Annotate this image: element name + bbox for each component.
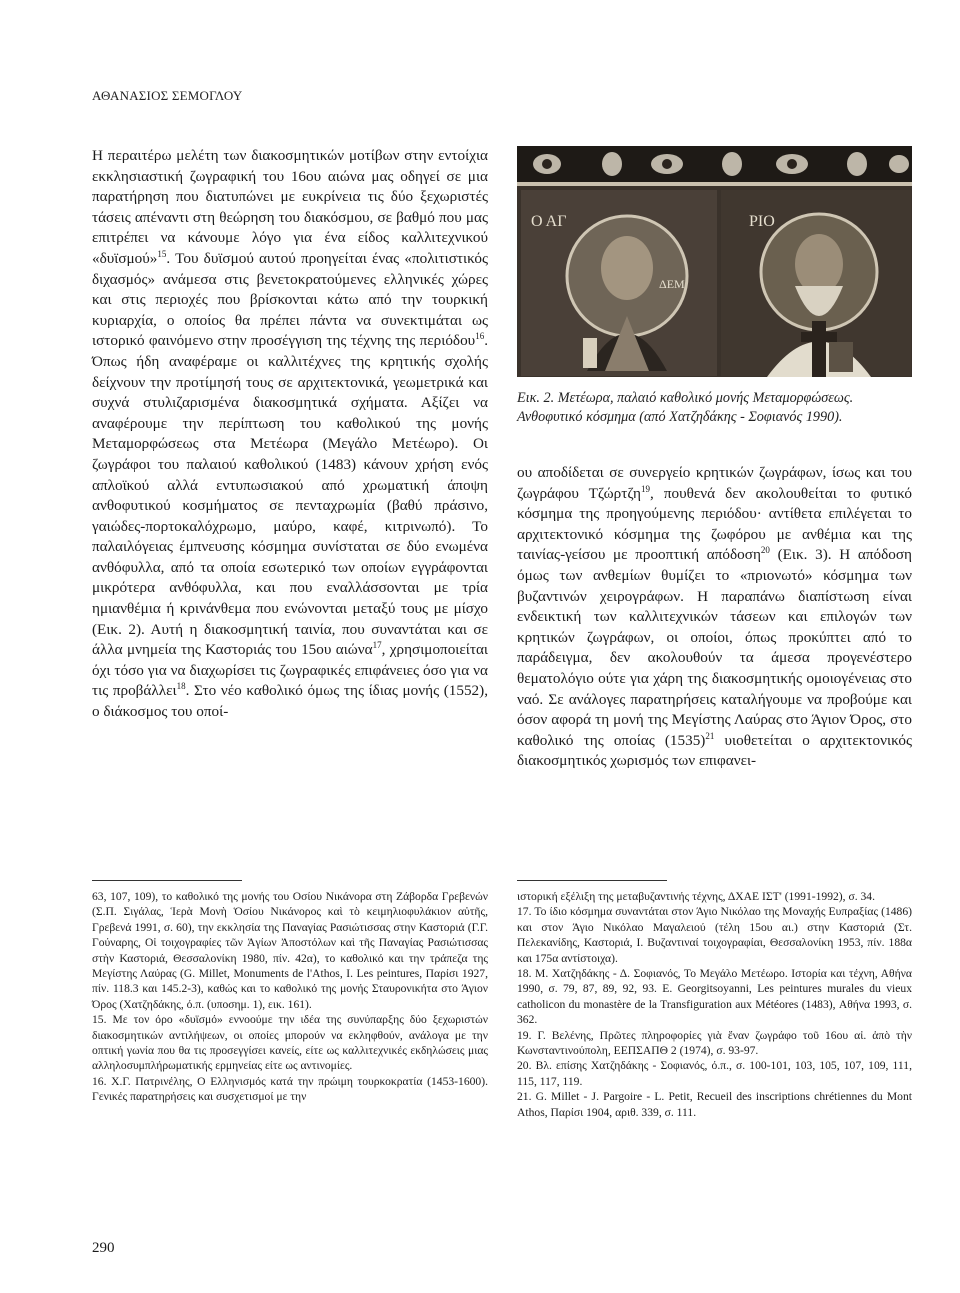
footnote: ιστορική εξέλιξη της μεταβυζαντινής τέχνης, ΔΧΑΕ ΙΣΤ' (1991-1992), σ. 34.: [517, 890, 875, 903]
footnote-ref-21[interactable]: 21: [705, 730, 715, 741]
body-text-segment: . Στο νέο καθολικό όμως της ίδιας μονής (1552), ο διάκοσμος του οποί-: [92, 682, 489, 721]
figure-caption: [517, 389, 917, 427]
body-paragraph: [517, 463, 912, 772]
body-text-segment: (Εικ. 3). Η απόδοση όμως των ανθεμίων θυμίζει το «πριονωτό» κόσμημα των βυζαντινών χειρογράφων. Η παραπάνω διαπίστωση είναι ενδεικτική των καλλιτεχνικών τάσεων και επιλογών των κρητικών ζωγράφων, οι οποίοι, όπως προκύπτει από το παράδειγμα, δεν ακολουθούν τα άμεσα προγενέστερο θεματολόγιο ούτε για χάρη της διακοσμητικής ομοιογένειας στο ναό. Σε ανάλογες παρατηρήσεις καταλήγουμε να προβούμε και όσον αφορά τη μονή της Μεγίστης Λαύρας στο Άγιον Όρος, στο καθολικό της οποίας (1535): [517, 546, 912, 749]
body-text-left-column: [92, 146, 488, 723]
footnote-ref-15[interactable]: 15: [157, 248, 167, 259]
footnote: 20. Βλ. επίσης Χατζηδάκης - Σοφιανός, ό.π., σ. 100-101, 103, 105, 107, 109, 111, 115, 117, 119.: [517, 1059, 912, 1088]
footnotes-left: [92, 889, 488, 1105]
footnote: 19. Γ. Βελένης, Πρῶτες πληροφορίες γιὰ ἕναν ζωγράφο τοῦ 16ου αἰ. ἀπὸ τὴν Κωνσταντινούπολη, ΕΕΠΣΑΠΘ 2 (1974), σ. 93-97.: [517, 1028, 912, 1058]
footnote: 17. Το ίδιο κόσμημα συναντάται στον Άγιο Νικόλαο της Μοναχής Ευπραξίας (1486) και στον Άγιο Νικόλαο Μαγαλειού (τέλη 15ου αι.) στην Καστοριά (Στ. Πελεκανίδης, Καστοριά, Ι. Βυζαντιναί τοιχογραφίαι, Θεσσαλονίκη 1953, πίν. 188α και 175α αντίστοιχα).: [517, 905, 912, 965]
fresco-image: [517, 146, 912, 377]
body-text-segment: Η περαιτέρω μελέτη των διακοσμητικών μοτίβων στην εντοίχια εκκλησιαστική ζωγραφική του 16ου αιώνα μας οδηγεί σε μια παρατήρηση που διατυπώνει με ευκρίνεια τις δύο ξεχωριστές τάσεις απέναντι στη θεώρηση του διακόσμου, σε βαθμό που μας επιτρέπει να κάνουμε λόγο για ένα είδος καλλιτεχνικού «δυϊσμού»: [92, 147, 488, 267]
footnote-ref-17[interactable]: 17: [372, 640, 382, 651]
body-paragraph: [92, 146, 488, 723]
caption-line: Ανθοφυτικό κόσμημα (από Χατζηδάκης - Σοφιανός 1990).: [517, 409, 843, 425]
body-text-segment: . Του δυϊσμού αυτού προηγείται ένας «πολιτιστικός διχασμός» ανάμεσα στις βενετοκρατούμενες ελληνικές χώρες και στις περιοχές που βρίσκονται κάτω από την τουρκική κυριαρχία, ο οποίος θα πρέπει πάντα να συνεκτιμάται ως ιστορικό φαινόμενο στην προσέγγιση της τέχνης της περιόδου: [92, 249, 488, 350]
footnote-ref-19[interactable]: 19: [640, 483, 650, 494]
inscription-mid: ΔΕΜ: [659, 277, 685, 291]
footnote: 16. Χ.Γ. Πατρινέλης, Ο Ελληνισμός κατά την πρώιμη τουρκοκρατία (1453-1600). Γενικές παρατηρήσεις και συσχετισμοί με την: [92, 1074, 488, 1104]
body-text-right-column: [517, 463, 912, 772]
body-text-segment: , χρησιμοποιείται όχι τόσο για να διαχωρίσει τις ζωγραφικές επιφάνειες όσο για να τις προβάλλει: [92, 641, 488, 700]
footnotes-right: [517, 889, 912, 1120]
footnote-divider-left: [92, 880, 242, 881]
running-head: ΑΘΑΝΑΣΙΟΣ ΣΕΜΟΓΛΟΥ: [92, 88, 243, 103]
inscription-right: ΡΙΟ: [749, 213, 775, 230]
body-text-segment: . Όπως ήδη αναφέραμε οι καλλιτέχνες της κρητικής σχολής δείχνουν την προτίμησή τους σε αρχιτεκτονικά, γεωμετρικά και συχνά στυλιζαρισμένα διακοσμητικά σχήματα. Αξίζει να αναφέρουμε την περίπτωση του καθολικού της μονής Μεταμορφώσεως στα Μετέωρα (Μεγάλο Μετέωρο). Οι ζωγράφοι του παλαιού καθολικού (1483) κάνουν χρήση ενός απλοϊκού αλλά εντυπωσιακού από χρωματική άποψη ανθοφυτικού κοσμήματος σε πενταχρωμία (βαθύ πράσινο, γαιώδες-πορτοκαλόχρωμο, μαύρο, καφέ, κιτρινωπό). Το παλαιλόγειας έμπνευσης κόσμημα συνίσταται σε δύο ενωμένα ανθόφυλλα, από τα οποία εσωτερικό των οποίων εγγράφονται μικρότερα ανθόφυλλα, και που εναλλάσσονται με τρία ημιανθέμια ή κρινάνθεμα που ενώνονται μεταξύ τους με μίσχο (Εικ. 2). Αυτή η διακοσμητική ταινία, που συναντάται και σε άλλα μνημεία της Καστοριάς του 15ου αιώνα: [92, 332, 488, 659]
body-text-segment: , πουθενά δεν ακολουθείται το φυτικό κόσμημα της προηγούμενης περιόδου· αντίθετα επιλέγεται το αρχιτεκτονικό κόσμημα της ζωφόρου με ανθέμια και της ταινίας-γείσου με προοπτική απόδοση: [517, 484, 913, 564]
page-number: 290: [92, 1240, 115, 1256]
footnote: 63, 107, 109), το καθολικό της μονής του Οσίου Νικάνορα στη Ζάβορδα Γρεβενών (Σ.Π. Σιγάλας, Ἱερὰ Μονὴ Ὁσίου Νικάνορος καὶ τὸ κειμηλιοφυλάκιον αὐτῆς, Γρεβενά 1991, σ. 60), την εκκλησία της Παναγίας Ρασιώτισσας στην Καστοριά (Γ.Γ. Γούναρης, Οἱ τοιχογραφίες τῶν Ἁγίων Ἀποστόλων καὶ τῆς Παναγίας Ρασιώτισσας στὴν Καστοριά, Θεσσαλονίκη 1980, πίν. 42α), το καθολικό και την τράπεζα της Μεγίστης Λαύρας (G. Millet, Monuments de l'Athos, I. Les peintures, Παρίσι 1927, πίν. 118.3 και 145.2-3), καθώς και το καθολικό της μονής Σταυρονικήτα στο Άγιον Όρος (Χατζηδάκης, ό.π. (υποσημ. 1), εικ. 161).: [92, 890, 488, 1011]
footnote-ref-16[interactable]: 16: [475, 331, 485, 342]
body-text-segment: υιοθετείται ο αρχιτεκτονικός διακοσμητικός χωρισμός των επιφανει-: [517, 731, 912, 770]
footnote-ref-20[interactable]: 20: [760, 545, 770, 556]
footnote: 15. Με τον όρο «δυϊσμό» εννοούμε την ιδέα της συνύπαρξης δύο ξεχωριστών διακοσμητικών αντιλήψεων, οι οποίες μπορούν να εκληφθούν, ανάλογα με την οπτική γωνία που θα τις προσεγγίσει κανείς, είτε ως καλλιτεχνικές εκδηλώσεις μιας αλληλοσυμπλήρωματικής ερμηνείας είτε ως αντινομίες.: [92, 1013, 488, 1073]
footnote: 21. G. Millet - J. Pargoire - L. Petit, Recueil des inscriptions chrétiennes du Mont Athos, Παρίσι 1904, αριθ. 339, σ. 111.: [517, 1090, 912, 1119]
caption-line: Εικ. 2. Μετέωρα, παλαιό καθολικό μονής Μεταμορφώσεως.: [517, 390, 854, 406]
fresco-figure: [517, 146, 912, 377]
inscription-left: Ο ΑΓ: [531, 213, 567, 230]
body-text-segment: ου αποδίδεται σε συνεργείο κρητικών ζωγράφων, ίσως και του ζωγράφου Τζώρτζη: [517, 464, 912, 502]
footnote: 18. Μ. Χατζηδάκης - Δ. Σοφιανός, Το Μεγάλο Μετέωρο. Ιστορία και τέχνη, Αθήνα 1990, σ. 79, 87, 89, 92, 93. E. Georgitsoyanni, Les peintures murales du vieux catholicon du monastère de la Transfiguration aux Météores (1483), Αθήνα 1993, σ. 362.: [517, 967, 912, 1027]
footnote-divider-right: [517, 880, 667, 881]
footnote-ref-18[interactable]: 18: [176, 681, 186, 692]
